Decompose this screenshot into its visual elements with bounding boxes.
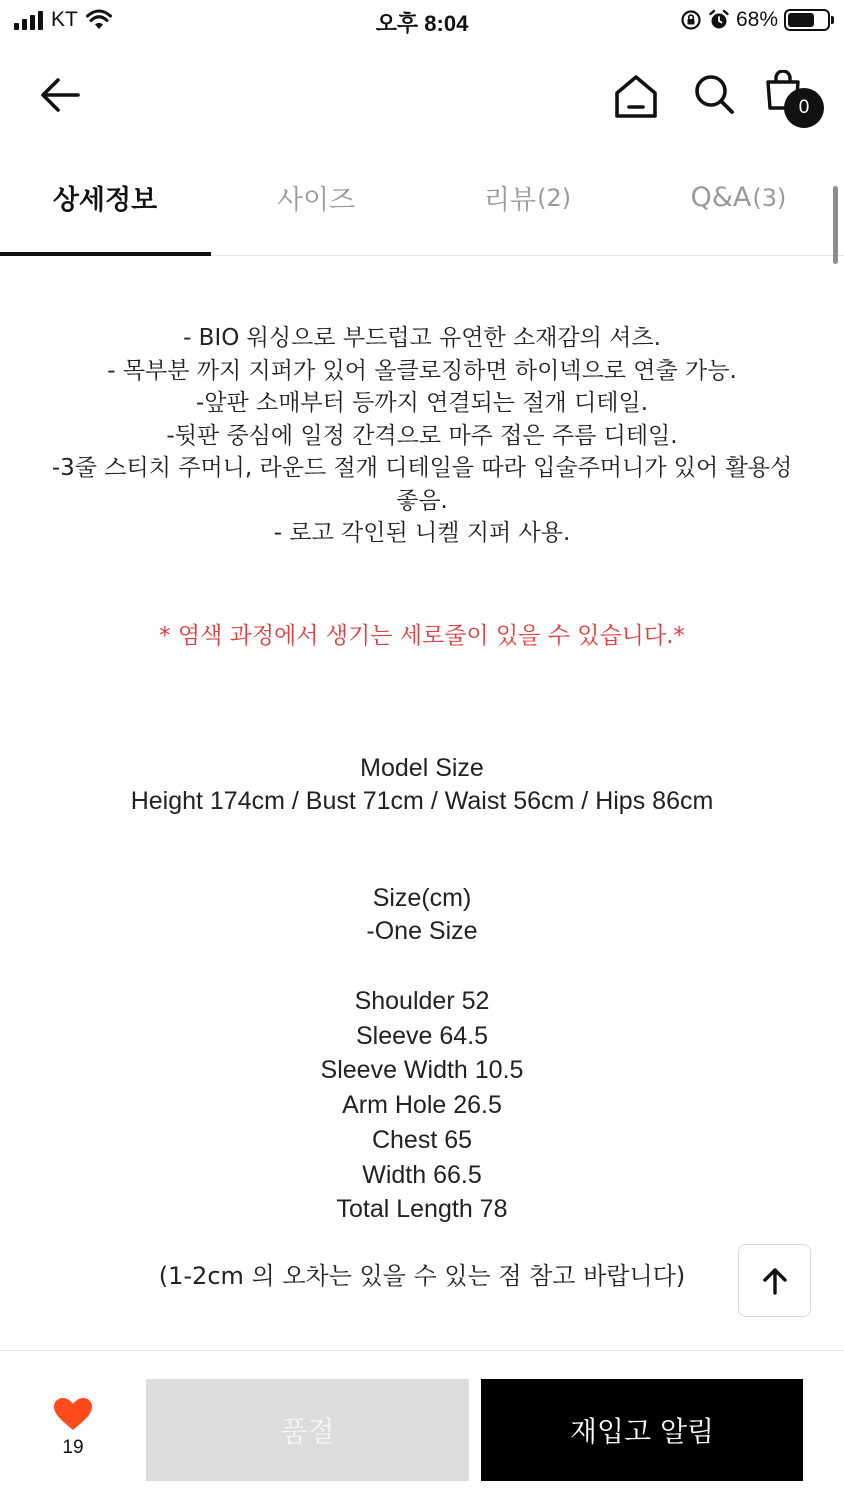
product-description [0,322,844,550]
model-size [0,752,844,818]
description-line: - 목부분 까지 지퍼가 있어 올클로징하면 하이넥으로 연출 가능. [107,357,737,384]
measurement-item: Arm Hole 26.5 [342,1091,502,1120]
tab-label: 사이즈 [276,185,356,216]
description-line: -3줄 스티치 주머니, 라운드 절개 디테일을 따라 입술주머니가 있어 활용성 [51,455,793,481]
restock-alert-button[interactable]: 재입고 알림 [481,1379,803,1481]
tab-qna[interactable] [633,160,844,255]
search-icon[interactable] [692,72,736,116]
description-line: - BIO 워싱으로 부드럽고 유연한 소재감의 셔츠. [183,325,661,351]
tab-reviews[interactable] [422,160,633,255]
description-line: -앞판 소매부터 등까지 연결되는 절개 디테일. [195,390,649,416]
description-line: - 로고 각인된 니켈 지퍼 사용. [273,520,571,546]
alarm-icon [708,9,730,31]
tolerance-note: (1-2cm 의 오차는 있을 수 있는 점 참고 바랍니다) [158,1262,686,1290]
like-count: 19 [62,1437,84,1458]
detail-tabs [0,160,844,256]
arrow-up-icon [759,1265,791,1297]
tab-details[interactable] [0,160,211,255]
battery-icon [784,9,830,31]
rotation-lock-icon [680,9,702,31]
measurement-item: Width 66.5 [362,1160,482,1189]
battery-percent: 68% [735,8,778,31]
app-header [0,60,844,130]
measurement-item: Shoulder 52 [354,987,490,1015]
measurement-item: Total Length 78 [336,1195,508,1224]
model-size-detail: Height 174cm / Bust 71cm / Waist 56cm / Hips 86cm [130,787,714,815]
back-arrow-icon[interactable] [36,72,86,118]
soldout-button: 품절 [146,1379,469,1481]
size-info [0,882,844,948]
description-line: -뒷판 중심에 일정 간격으로 마주 접은 주름 디테일. [166,422,678,449]
status-time: 오후 8:04 [375,11,469,36]
cart-count-badge: 0 [784,88,824,128]
scrollbar[interactable] [833,186,838,264]
description-line: 좋음. [396,487,448,514]
measurement-item: Chest 65 [371,1125,473,1154]
home-icon[interactable] [612,72,660,120]
tab-label: 리뷰 [483,185,537,216]
measurement-item: Sleeve Width 10.5 [320,1056,524,1085]
tab-size[interactable] [211,160,422,255]
measurement-list [0,984,844,1227]
status-right [680,8,830,32]
tab-label: 상세정보 [52,185,158,216]
tab-count: (3) [752,183,787,212]
carrier-name: KT [51,8,78,31]
scroll-to-top-button[interactable] [738,1244,811,1317]
like-button[interactable] [44,1397,102,1459]
tab-count: (2) [537,183,572,212]
battery-fill [788,13,814,27]
status-bar [0,0,844,44]
bottom-action-bar [0,1350,844,1500]
measurement-item: Sleeve 64.5 [355,1021,489,1050]
cart-button[interactable] [764,70,824,128]
model-size-title: Model Size [360,754,484,782]
size-title: Size(cm) [372,884,472,912]
size-option: -One Size [366,917,478,945]
heart-icon [53,1397,93,1431]
dye-notice: * 염색 과정에서 생기는 세로줄이 있을 수 있습니다.* [159,623,685,649]
tab-label: Q&A [690,182,752,213]
